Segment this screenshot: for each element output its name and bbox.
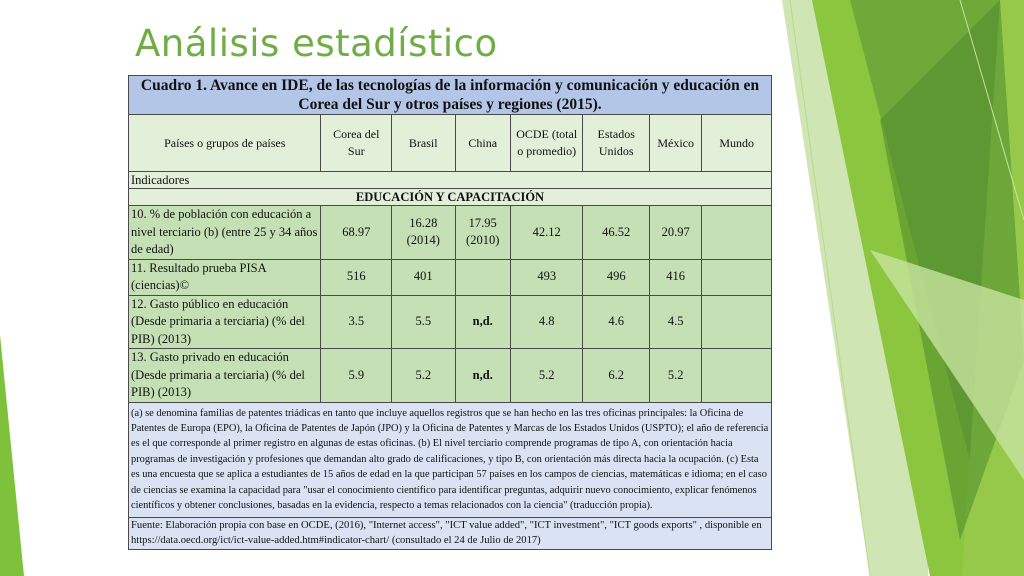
table-cell: 6.2 — [583, 349, 650, 403]
table-cell: 20.97 — [649, 206, 701, 260]
table-cell — [702, 349, 772, 403]
row-label: 11. Resultado prueba PISA (ciencias)© — [129, 259, 321, 295]
table-cell: 401 — [392, 259, 455, 295]
table-cell: 17.95 (2010) — [455, 206, 510, 260]
table-cell: 42.12 — [510, 206, 583, 260]
table-cell: 4.6 — [583, 295, 650, 349]
table-cell: 4.8 — [510, 295, 583, 349]
row-label: 10. % de población con educación a nivel terciario (b) (entre 25 y 34 años de edad) — [129, 206, 321, 260]
table-cell: 16.28 (2014) — [392, 206, 455, 260]
table-cell: 68.97 — [321, 206, 392, 260]
table-notes: (a) se denomina familias de patentes triádicas en tanto que incluye aquellos registros que se han hecho en las tres oficinas principales: la Oficina de Patentes de Europa (EPO), la Oficina de Patentes de Japón (JPO) y la Oficina de Patentes y Marcas de los Estados Unidos (USPTO); el año de referencia es el que corresponde al primer registro en algunas de estas oficinas. (b) El nivel terciario comprende programas de tipo A, con orientación hacia programas de investigación y profesiones que demandan alto grado de calificaciones, y tipo B, con orientación más directa hacia la ocupación. (c) Esta es una encuesta que se aplica a estudiantes de 15 años de edad en la que participan 57 países en los campos de ciencias, matemáticas e idioma; en el caso de ciencias se examina la capacidad para "usar el conocimiento científico para identificar preguntas, adquirir nuevo conocimiento, explicar fenómenos científicos y obtener conclusiones, basadas en la evidencia, respecto a temas relacionados con la ciencia" (traducción propia). — [129, 402, 772, 517]
table-cell: 516 — [321, 259, 392, 295]
row-label: 12. Gasto público en educación (Desde primaria a terciaria) (% del PIB) (2013) — [129, 295, 321, 349]
table-cell: 493 — [510, 259, 583, 295]
indicators-label: Indicadores — [129, 172, 772, 189]
table-caption: Cuadro 1. Avance en IDE, de las tecnologías de la información y comunicación y educación en Corea del Sur y otros países y regiones (2015). — [129, 76, 772, 115]
table-cell: 5.9 — [321, 349, 392, 403]
row-label: 13. Gasto privado en educación (Desde primaria a terciaria) (% del PIB) (2013) — [129, 349, 321, 403]
column-header: México — [649, 115, 701, 172]
table-cell: 416 — [649, 259, 701, 295]
column-header: OCDE (total o promedio) — [510, 115, 583, 172]
column-header: Mundo — [702, 115, 772, 172]
column-header: Estados Unidos — [583, 115, 650, 172]
table-row — [129, 259, 772, 295]
table-row — [129, 206, 772, 260]
slide-title: Análisis estadístico — [135, 22, 498, 65]
table-cell — [702, 295, 772, 349]
table-cell — [702, 259, 772, 295]
table-row — [129, 349, 772, 403]
table-cell: n,d. — [455, 295, 510, 349]
table-cell — [455, 259, 510, 295]
column-header: Países o grupos de países — [129, 115, 321, 172]
statistics-table — [128, 75, 772, 550]
table-cell: 5.2 — [510, 349, 583, 403]
column-header: Corea del Sur — [321, 115, 392, 172]
section-heading: EDUCACIÓN Y CAPACITACIÓN — [129, 189, 772, 206]
table-cell: n,d. — [455, 349, 510, 403]
table-header-row — [129, 115, 772, 172]
table-source: Fuente: Elaboración propia con base en OCDE, (2016), "Internet access", "ICT value added", "ICT investment", "ICT goods exports" , disponible en https://data.oecd.org/ict/ict-value-added.htm#indicator-chart/ (consultado el 24 de Julio de 2017) — [129, 517, 772, 549]
table-cell: 3.5 — [321, 295, 392, 349]
table-cell — [702, 206, 772, 260]
table-cell: 4.5 — [649, 295, 701, 349]
table-cell: 46.52 — [583, 206, 650, 260]
table-row — [129, 295, 772, 349]
column-header: Brasil — [392, 115, 455, 172]
table-cell: 496 — [583, 259, 650, 295]
table-cell: 5.5 — [392, 295, 455, 349]
table-cell: 5.2 — [392, 349, 455, 403]
table-cell: 5.2 — [649, 349, 701, 403]
column-header: China — [455, 115, 510, 172]
